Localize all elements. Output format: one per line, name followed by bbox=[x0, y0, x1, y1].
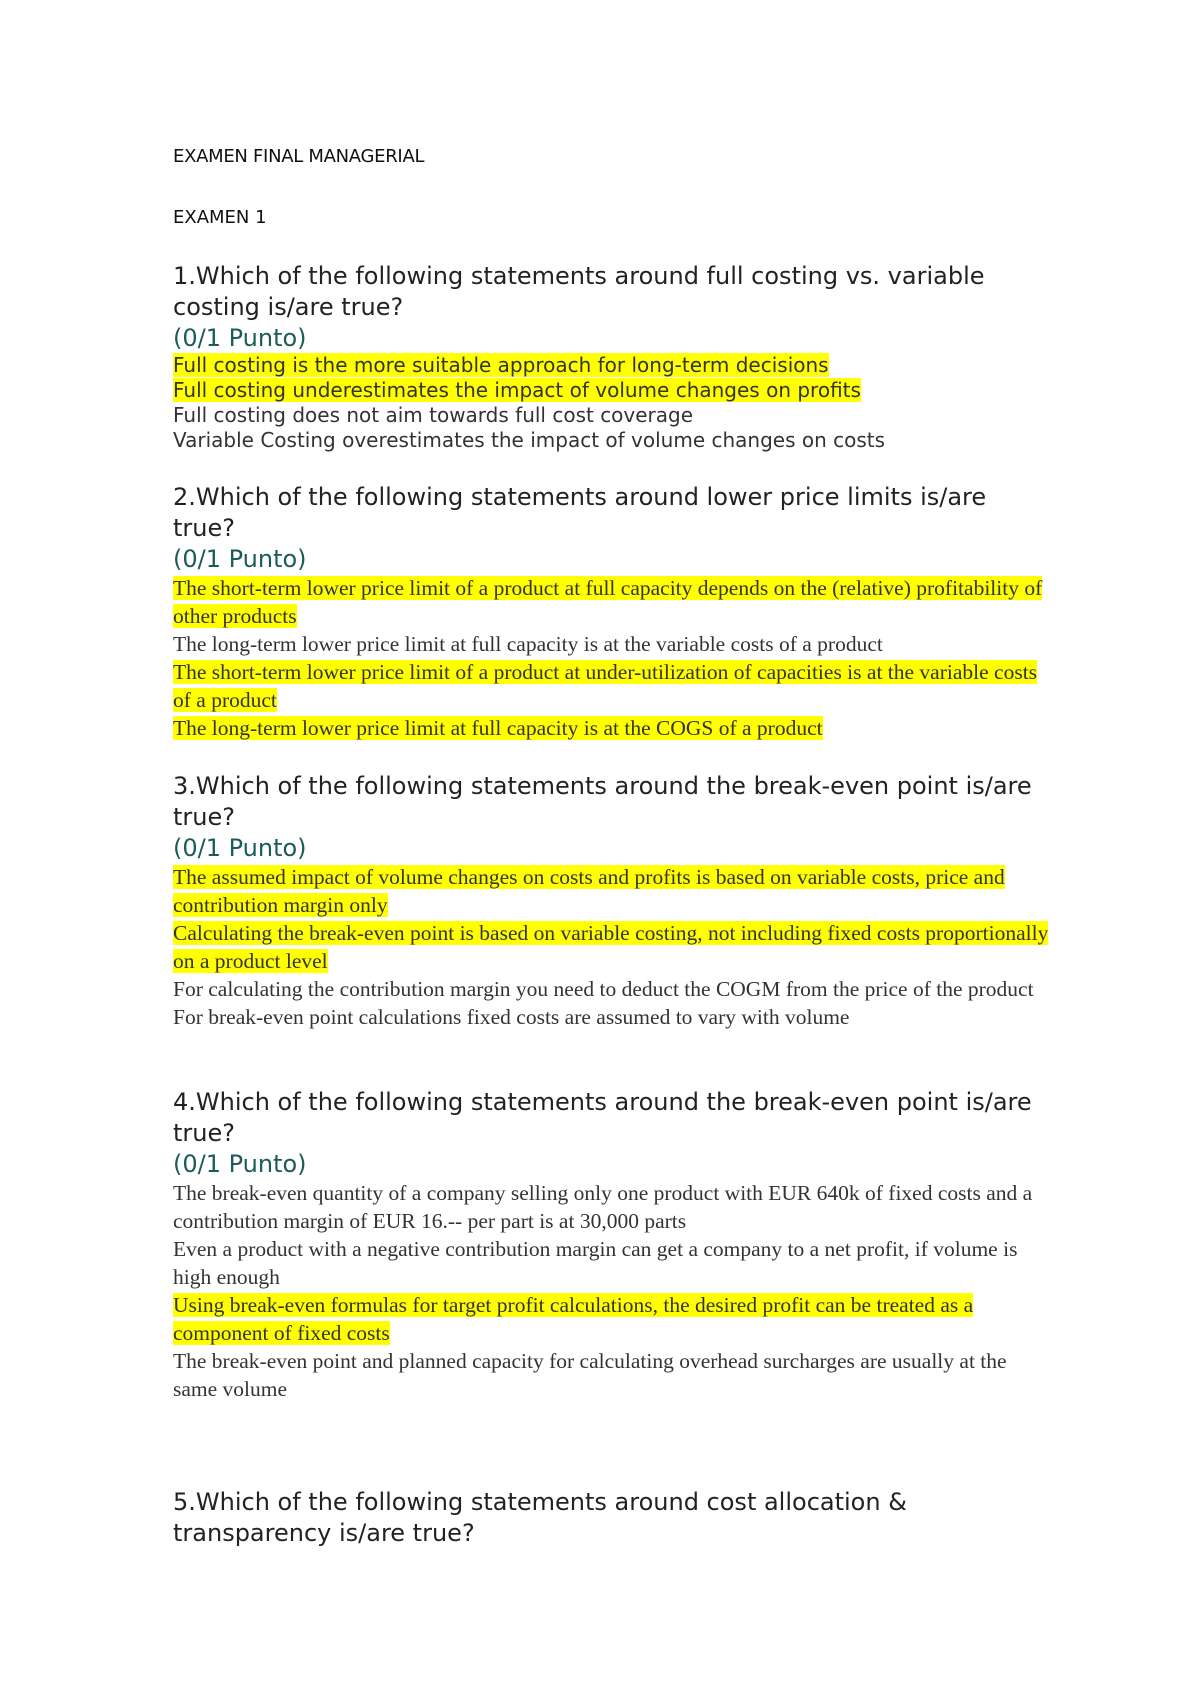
question-title: 3.Which of the following statements around the break-even point is/are true? bbox=[173, 772, 1032, 831]
answer-text: The assumed impact of volume changes on costs and profits is based on variable costs, price and contribution margin only bbox=[173, 865, 1005, 917]
answer-option[interactable] bbox=[173, 658, 1053, 714]
answer-text: Calculating the break-even point is based on variable costing, not including fixed costs proportionally on a product level bbox=[173, 921, 1049, 973]
answer-text: Full costing underestimates the impact of volume changes on profits bbox=[173, 378, 861, 402]
question-score: (0/1 Punto) bbox=[173, 324, 307, 352]
answer-option[interactable] bbox=[173, 403, 1053, 428]
answer-option[interactable] bbox=[173, 353, 1053, 378]
answer-text: For break-even point calculations fixed costs are assumed to vary with volume bbox=[173, 1005, 850, 1029]
question-title: 5.Which of the following statements around cost allocation & transparency is/are true? bbox=[173, 1488, 907, 1547]
answer-option[interactable] bbox=[173, 574, 1053, 630]
answer-text: For calculating the contribution margin you need to deduct the COGM from the price of the product bbox=[173, 977, 1034, 1001]
answer-option[interactable] bbox=[173, 863, 1053, 919]
answer-text: Using break-even formulas for target profit calculations, the desired profit can be treated as a component of fixed costs bbox=[173, 1293, 974, 1345]
question-score: (0/1 Punto) bbox=[173, 834, 307, 862]
question-score: (0/1 Punto) bbox=[173, 1150, 307, 1178]
question-title: 4.Which of the following statements around the break-even point is/are true? bbox=[173, 1088, 1032, 1147]
answer-list bbox=[173, 574, 1053, 742]
answer-text: The long-term lower price limit at full capacity is at the COGS of a product bbox=[173, 716, 823, 740]
answer-text: Full costing is the more suitable approach for long-term decisions bbox=[173, 353, 829, 377]
answer-option[interactable] bbox=[173, 378, 1053, 403]
answer-option[interactable] bbox=[173, 1347, 1053, 1403]
answer-option[interactable] bbox=[173, 428, 1053, 453]
answer-option[interactable] bbox=[173, 1003, 1053, 1031]
answer-text: The short-term lower price limit of a product at under-utilization of capacities is at the variable costs of a product bbox=[173, 660, 1038, 712]
answer-option[interactable] bbox=[173, 630, 1053, 658]
answer-text: The break-even quantity of a company selling only one product with EUR 640k of fixed costs and a contribution margin of EUR 16.-- per part is at 30,000 parts bbox=[173, 1181, 1033, 1233]
answer-option[interactable] bbox=[173, 1291, 1053, 1347]
answer-list bbox=[173, 353, 1053, 453]
question-2 bbox=[173, 482, 1053, 742]
answer-text: The short-term lower price limit of a product at full capacity depends on the (relative) profitability of other products bbox=[173, 576, 1043, 628]
question-4 bbox=[173, 1087, 1053, 1403]
question-score: (0/1 Punto) bbox=[173, 545, 307, 573]
question-1 bbox=[173, 261, 1053, 453]
answer-option[interactable] bbox=[173, 1179, 1053, 1235]
answer-text: Variable Costing overestimates the impact of volume changes on costs bbox=[173, 428, 886, 452]
answer-option[interactable] bbox=[173, 1235, 1053, 1291]
answer-list bbox=[173, 863, 1053, 1031]
question-title: 2.Which of the following statements around lower price limits is/are true? bbox=[173, 483, 987, 542]
answer-list bbox=[173, 1179, 1053, 1403]
answer-text: The break-even point and planned capacity for calculating overhead surcharges are usually at the same volume bbox=[173, 1349, 1007, 1401]
answer-text: Even a product with a negative contribution margin can get a company to a net profit, if volume is high enough bbox=[173, 1237, 1018, 1289]
exam-label: EXAMEN 1 bbox=[173, 207, 267, 228]
answer-text: Full costing does not aim towards full cost coverage bbox=[173, 403, 694, 427]
answer-option[interactable] bbox=[173, 975, 1053, 1003]
document-title: EXAMEN FINAL MANAGERIAL bbox=[173, 146, 425, 167]
answer-text: The long-term lower price limit at full capacity is at the variable costs of a product bbox=[173, 632, 883, 656]
question-5 bbox=[173, 1487, 1053, 1549]
answer-option[interactable] bbox=[173, 714, 1053, 742]
answer-option[interactable] bbox=[173, 919, 1053, 975]
question-3 bbox=[173, 771, 1053, 1031]
question-title: 1.Which of the following statements around full costing vs. variable costing is/are true? bbox=[173, 262, 985, 321]
